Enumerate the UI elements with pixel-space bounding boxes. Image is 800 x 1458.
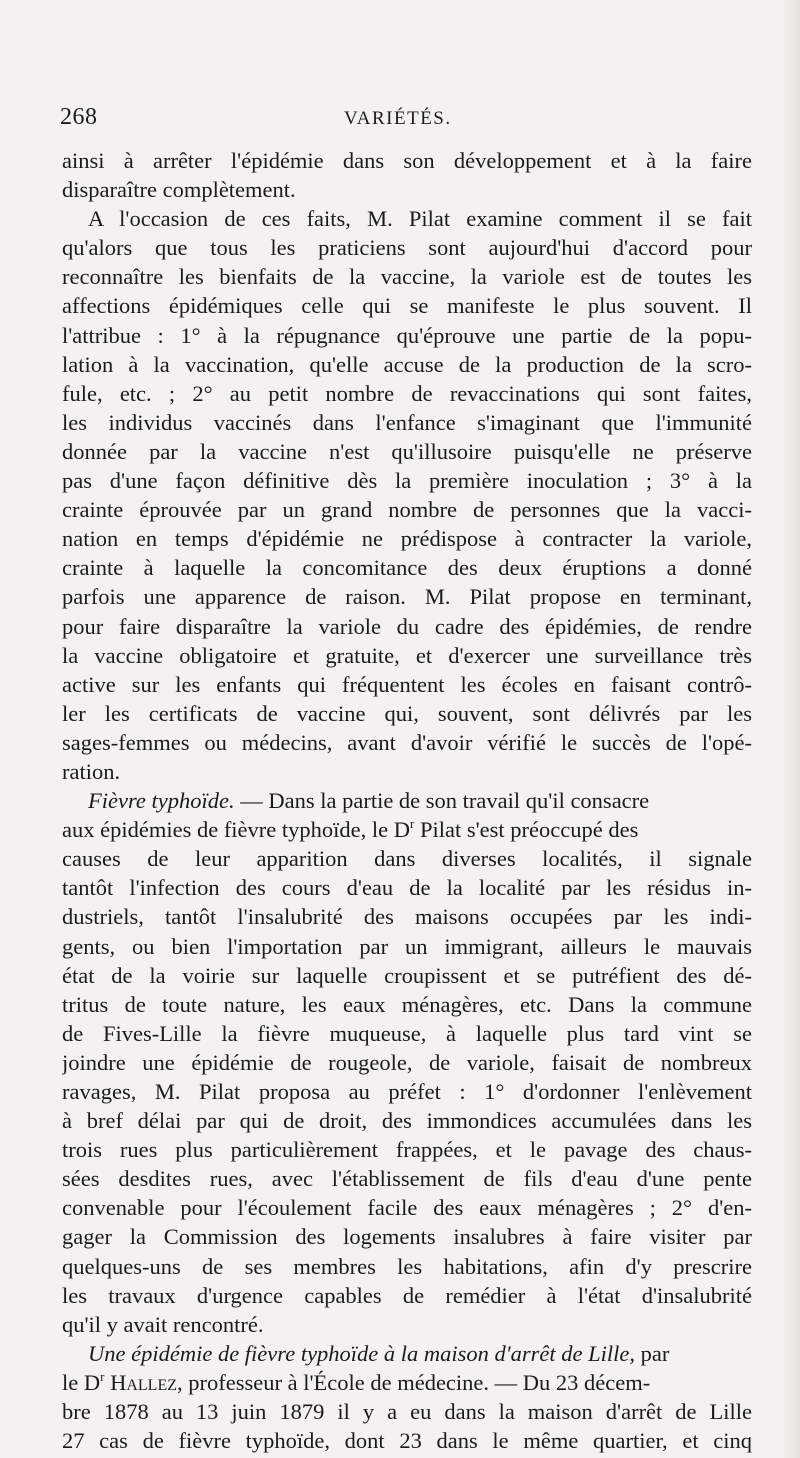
text-line: reconnaître les bienfaits de la vaccine, la variole est de toutes les bbox=[62, 264, 752, 290]
text-line bbox=[62, 786, 752, 815]
text-line: tantôt l'infection des cours d'eau de la localité par les résidus in- bbox=[62, 875, 752, 901]
text-line: ainsi à arrêter l'épidémie dans son développement et à la faire bbox=[62, 148, 752, 173]
text-run: — Dans la partie de son travail qu'il consacre bbox=[234, 788, 650, 814]
text-line: gager la Commission des logements insalubres à faire visiter par bbox=[62, 1224, 752, 1250]
text-run: Pilat s'est préoccupé des bbox=[414, 817, 639, 843]
text-line: gents, ou bien l'importation par un immigrant, ailleurs le mauvais bbox=[62, 933, 752, 959]
text-run: par bbox=[634, 1340, 670, 1366]
text-line bbox=[62, 1339, 752, 1368]
text-line: affections épidémiques celle qui se manifeste le plus souvent. Il bbox=[62, 293, 752, 319]
text-line: qu'alors que tous les praticiens sont aujourd'hui d'accord pour bbox=[62, 235, 752, 261]
text-line: convenable pour l'écoulement facile des eaux ménagères ; 2° d'en- bbox=[62, 1195, 752, 1221]
text-line: crainte à laquelle la concomitance des deux éruptions a donné bbox=[62, 555, 752, 581]
text-line: donnée par la vaccine n'est qu'illusoire puisqu'elle ne préserve bbox=[62, 438, 752, 464]
section-heading-typhoid: Fièvre typhoïde. bbox=[88, 788, 235, 814]
scan-edge-shadow bbox=[782, 0, 800, 1458]
text-line: nation en temps d'épidémie ne prédispose à contracter la variole, bbox=[62, 526, 752, 552]
text-line: l'attribue : 1° à la répugnance qu'éprouve une partie de la popu- bbox=[62, 322, 752, 348]
text-line: ler les certificats de vaccine qui, souvent, sont délivrés par les bbox=[62, 700, 752, 726]
text-line: qu'il y avait rencontré. bbox=[62, 1311, 264, 1337]
text-line: crainte éprouvée par un grand nombre de personnes que la vacci- bbox=[62, 497, 752, 523]
text-line: état de la voirie sur laquelle croupissent et se putréfient des dé- bbox=[62, 962, 752, 988]
text-line: 27 cas de fièvre typhoïde, dont 23 dans le même quartier, et cinq bbox=[62, 1428, 752, 1454]
page-number: 268 bbox=[60, 104, 98, 130]
text-line: joindre une épidémie de rougeole, de variole, faisait de nombreux bbox=[62, 1049, 752, 1075]
running-title: VARIÉTÉS. bbox=[344, 108, 452, 129]
text-line: de Fives-Lille la fièvre muqueuse, à laquelle plus tard vint se bbox=[62, 1020, 752, 1046]
body-text bbox=[62, 146, 752, 1455]
text-line: parfois une apparence de raison. M. Pilat propose en terminant, bbox=[62, 584, 752, 610]
text-line: lation à la vaccination, qu'elle accuse de la production de la scro- bbox=[62, 351, 752, 377]
text-line: disparaître complètement. bbox=[62, 177, 296, 203]
text-line: trois rues plus particulièrement frappées, et le pavage des chaus- bbox=[62, 1137, 752, 1163]
superscript: r bbox=[100, 1368, 105, 1384]
author-name: Hallez bbox=[110, 1369, 177, 1395]
text-line: quelques-uns de ses membres les habitations, afin d'y prescrire bbox=[62, 1253, 752, 1279]
text-line: causes de leur apparition dans diverses localités, il signale bbox=[62, 846, 752, 872]
text-line: pas d'une façon définitive dès la première inoculation ; 3° à la bbox=[62, 468, 752, 494]
page-header bbox=[60, 104, 752, 138]
text-line: bre 1878 au 13 juin 1879 il y a eu dans la maison d'arrêt de Lille bbox=[62, 1399, 752, 1425]
text-line bbox=[62, 815, 752, 844]
text-line: dustriels, tantôt l'insalubrité des maisons occupées par les indi- bbox=[62, 904, 752, 930]
text-line: tritus de toute nature, les eaux ménagères, etc. Dans la commune bbox=[62, 991, 752, 1017]
section-heading-prison: Une épidémie de fièvre typhoïde à la maison d'arrêt de Lille, bbox=[88, 1340, 635, 1366]
text-line: les individus vaccinés dans l'enfance s'imaginant que l'immunité bbox=[62, 409, 752, 435]
text-line bbox=[62, 1368, 752, 1397]
text-line: la vaccine obligatoire et gratuite, et d'exercer une surveillance très bbox=[62, 642, 752, 668]
text-line: ration. bbox=[62, 758, 121, 784]
text-line: à bref délai par qui de droit, des immondices accumulées dans les bbox=[62, 1108, 752, 1134]
text-line: fule, etc. ; 2° au petit nombre de revaccinations qui sont faites, bbox=[62, 380, 752, 406]
text-line: pour faire disparaître la variole du cadre des épidémies, de rendre bbox=[62, 613, 752, 639]
text-line: sages-femmes ou médecins, avant d'avoir vérifié le succès de l'opé- bbox=[62, 729, 752, 755]
text-run: le D bbox=[62, 1369, 101, 1395]
text-line: active sur les enfants qui fréquentent les écoles en faisant contrô- bbox=[62, 671, 752, 697]
text-line: sées desdites rues, avec l'établissement de fils d'eau d'une pente bbox=[62, 1166, 752, 1192]
text-run: aux épidémies de fièvre typhoïde, le D bbox=[62, 817, 411, 843]
superscript: r bbox=[410, 816, 415, 832]
text-line: ravages, M. Pilat proposa au préfet : 1° d'ordonner l'enlèvement bbox=[62, 1079, 752, 1104]
text-run: , professeur à l'École de médecine. — Du 23 décem- bbox=[177, 1369, 651, 1395]
text-line: les travaux d'urgence capables de remédier à l'état d'insalubrité bbox=[62, 1282, 752, 1308]
text-line: A l'occasion de ces faits, M. Pilat examine comment il se fait bbox=[88, 206, 752, 232]
